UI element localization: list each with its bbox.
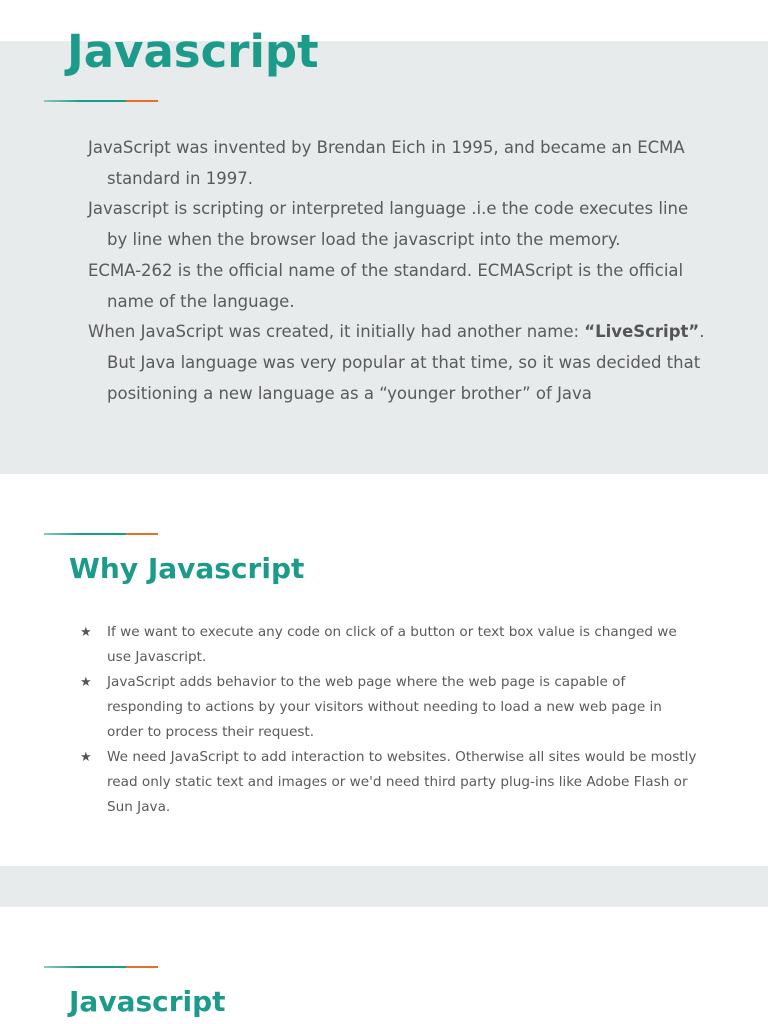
star-bullet-icon: ★	[80, 675, 92, 690]
bullet-text: We need JavaScript to add interaction to websites. Otherwise all sites would be mostly read only static text and images or we'd need third party plug-ins like Adobe Flash or Sun Java.	[107, 749, 697, 815]
why-bullet-list	[80, 620, 700, 820]
accent-teal-segment	[44, 533, 126, 535]
bullet-item	[80, 620, 700, 670]
accent-teal-segment	[44, 966, 126, 968]
bullet-text: JavaScript adds behavior to the web page where the web page is capable of responding to actions by your visitors without needing to load a new web page in order to process their request.	[107, 674, 662, 740]
bullet-item	[80, 670, 700, 745]
star-bullet-icon: ★	[80, 750, 92, 765]
intro-item: ECMA-262 is the official name of the standard. ECMAScript is the official name of the language.	[88, 260, 684, 311]
intro-item-text: When JavaScript was created, it initially had another name:	[88, 322, 580, 342]
star-bullet-icon: ★	[80, 625, 92, 640]
intro-item-continuation: . But Java language was very popular at that time, so it was decided that positioning a new language as a “younger brother” of Java	[107, 322, 705, 403]
title-accent-line	[44, 100, 158, 102]
next-section-heading: Javascript	[69, 985, 226, 1018]
accent-orange-segment	[126, 100, 158, 102]
intro-list	[88, 133, 710, 409]
section-accent-line	[44, 533, 158, 535]
accent-orange-segment	[126, 533, 158, 535]
section-accent-line	[44, 966, 158, 968]
livescript-name: “LiveScript”	[584, 322, 700, 342]
intro-item: JavaScript was invented by Brendan Eich in 1995, and became an ECMA standard in 1997.	[88, 138, 685, 188]
intro-item: Javascript is scripting or interpreted language .i.e the code executes line by line when the browser load the javascript into the memory.	[88, 199, 689, 250]
page-title: Javascript	[67, 25, 319, 78]
separator-band	[0, 866, 768, 907]
bullet-item	[80, 745, 700, 820]
intro-item	[88, 317, 710, 409]
bullet-text: If we want to execute any code on click of a button or text box value is changed we use Javascript.	[107, 624, 677, 665]
why-javascript-heading: Why Javascript	[69, 552, 305, 585]
accent-teal-segment	[44, 100, 126, 102]
accent-orange-segment	[126, 966, 158, 968]
